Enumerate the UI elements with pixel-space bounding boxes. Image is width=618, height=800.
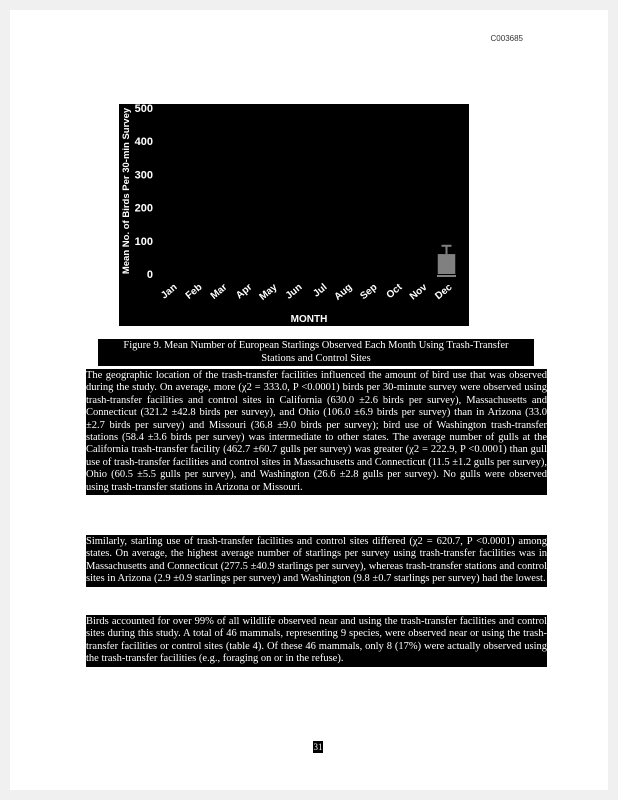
x-tick-label: Sep [358,281,380,303]
paragraph-3: Birds accounted for over 99% of all wildlife observed near and using the trash-transfer facilities and control sites during this study. A total of 46 mammals, representing 9 species, were observed near or using the trash-transfer facilities or control sites (table 4). Of these 46 mammals, only 8 (17%) were actually observed using the trash-transfer facilities (e.g., foraging on or in the refuse). [86,615,547,667]
y-axis-label: Mean No. of Birds Per 30-min Survey [121,107,132,275]
x-tick-label: Mar [208,281,230,302]
x-tick-label: Dec [433,281,455,303]
x-tick-label: Nov [407,281,430,303]
x-tick-label: Feb [183,281,205,302]
x-tick-label: Aug [332,281,355,303]
y-tick-label: 100 [134,235,153,248]
x-axis-label: MONTH [290,314,328,325]
y-tick-label: 400 [134,136,153,149]
paragraph-1: The geographic location of the trash-transfer facilities influenced the amount of bird use that was observed during the study. On average, more (χ2 = 333.0, P <0.0001) birds per 30-minute survey were observed using trash-transfer facilities and control sites in California (630.0 ±2.6 birds per survey), Massachusetts and Connecticut (321.2 ±42.8 birds per survey), and Ohio (106.0 ±6.9 birds per survey) than in Arizona (33.0 ±2.7 birds per survey) and Missouri (36.8 ±9.0 birds per survey); bird use of Washington trash-transfer stations (58.4 ±3.6 birds per survey) was intermediate to other states. The average number of gulls at the California trash-transfer facility (462.7 ±60.7 gulls per survey) was greater (χ2 = 222.9, P <0.0001) than gull use of trash-transfer facilities and control sites in Massachusetts and Connecticut (11.5 ±1.2 gulls per survey), Ohio (60.5 ±5.5 gulls per survey), and Washington (26.6 ±2.8 gulls per survey). No gulls were observed using trash-transfer stations in Arizona or Missouri. [86,369,547,495]
document-id: C003685 [490,34,523,43]
page-number: 31 [313,742,323,752]
y-tick-label: 500 [134,104,153,115]
caption-line-1: Figure 9. Mean Number of European Starlings Observed Each Month Using Trash-Transfer [123,340,509,351]
x-tick-label: Jun [283,281,305,302]
x-tick-label: Oct [384,281,405,302]
y-tick-label: 300 [134,169,153,182]
x-tick-label: Apr [234,281,255,302]
starling-chart [119,104,469,326]
bar-dec [438,254,456,274]
caption-line-2: Stations and Control Sites [261,352,371,364]
chart-svg [119,104,469,326]
x-tick-label: May [257,281,280,303]
y-tick-label: 0 [146,269,153,281]
y-tick-label: 200 [134,202,153,215]
x-tick-label: Jan [159,281,180,302]
x-tick-label: Jul [311,281,330,300]
document-page [10,10,608,790]
figure-caption [98,339,534,366]
paragraph-2: Similarly, starling use of trash-transfer facilities and control sites differed (χ2 = 620.7, P <0.0001) among states. On average, the highest average number of starlings per survey using trash-transfer facilities was in Massachusetts and Connecticut (277.5 ±40.9 starlings per survey), whereas trash-transfer stations and control sites in Arizona (2.9 ±0.9 starlings per survey) and Washington (9.8 ±0.7 starlings per survey) had the lowest. [86,535,547,587]
